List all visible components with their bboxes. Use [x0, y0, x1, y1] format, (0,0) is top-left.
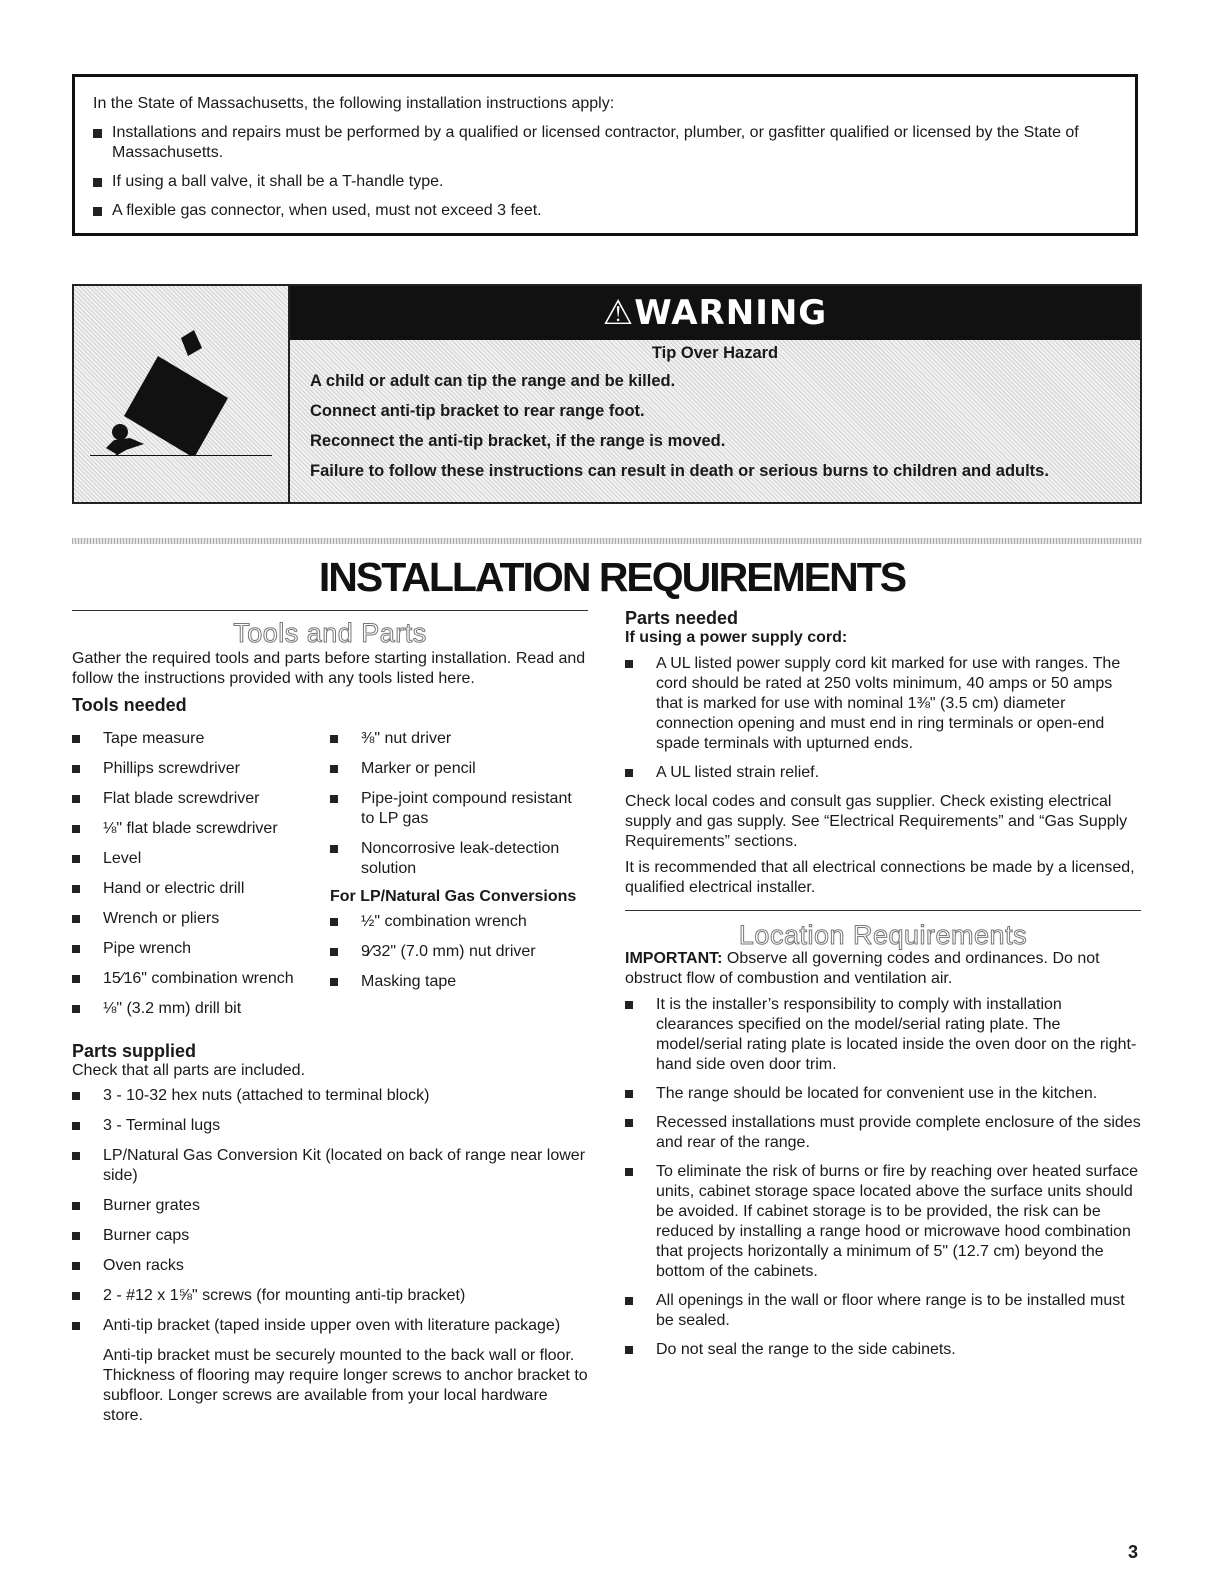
list-item: Pipe wrench	[72, 939, 312, 959]
list-item: Installations and repairs must be performed by a qualified or licensed contractor, plumber, or gasfitter qualified or licensed by the State of Massachusetts.	[93, 123, 1117, 163]
tools-column-2	[330, 729, 588, 1002]
list-item: Level	[72, 849, 312, 869]
list-item: ½" combination wrench	[330, 912, 588, 932]
list-item: Flat blade screwdriver	[72, 789, 312, 809]
list-item: Marker or pencil	[330, 759, 588, 779]
warning-header	[290, 286, 1140, 340]
tools-needed-list	[72, 729, 588, 1035]
list-item: 2 - #12 x 1⅝" screws (for mounting anti-tip bracket)	[72, 1286, 588, 1306]
list-item: Phillips screwdriver	[72, 759, 312, 779]
list-item: Recessed installations must provide complete enclosure of the sides and rear of the range.	[625, 1113, 1141, 1153]
list-item: 3 - 10-32 hex nuts (attached to terminal block)	[72, 1086, 588, 1106]
left-column	[72, 610, 588, 1426]
list-item: 3 - Terminal lugs	[72, 1116, 588, 1136]
list-item: To eliminate the risk of burns or fire by reaching over heated surface units, cabinet storage space located above the surface units should be avoided. If cabinet storage is to be provided, the risk can be reduced by installing a range hood or microwave hood combination that projects horizontally a minimum of 5" (12.7 cm) beyond the bottom of the cabinets.	[625, 1162, 1141, 1282]
conversions-list	[330, 912, 588, 992]
anti-tip-note: Anti-tip bracket must be securely mounted to the back wall or floor. Thickness of flooring may require longer screws to anchor bracket to subfloor. Longer screws are available from your local hardware store.	[103, 1347, 588, 1424]
massachusetts-list	[93, 123, 1117, 221]
list-item: Oven racks	[72, 1256, 588, 1276]
conversions-heading: For LP/Natural Gas Conversions	[330, 888, 577, 905]
list-item: A UL listed power supply cord kit marked for use with ranges. The cord should be rated at 250 volts minimum, 40 amps or 50 amps that is marked for use with nominal 1⅜" (3.5 cm) diameter connection opening and must end in ring terminals or open-end spade terminals with upturned ends.	[625, 654, 1141, 754]
tip-over-icon	[86, 326, 276, 456]
parts-needed-subheading: If using a power supply cord:	[625, 629, 848, 646]
warning-body	[290, 340, 1140, 502]
list-item: 15⁄16" combination wrench	[72, 969, 312, 989]
list-item: All openings in the wall or floor where range is to be installed must be sealed.	[625, 1291, 1141, 1331]
list-item: LP/Natural Gas Conversion Kit (located on back of range near lower side)	[72, 1146, 588, 1186]
parts-needed-para: Check local codes and consult gas supplier. Check existing electrical supply and gas supply. See “Electrical Requirements” and “Gas Supply Requirements” sections.	[625, 793, 1128, 850]
warning-line: A child or adult can tip the range and be killed.	[310, 372, 676, 390]
list-item: Burner grates	[72, 1196, 588, 1216]
page-number: 3	[1128, 1542, 1139, 1562]
list-item: 9⁄32" (7.0 mm) nut driver	[330, 942, 588, 962]
divider	[72, 610, 588, 611]
list-item: If using a ball valve, it shall be a T-handle type.	[93, 172, 1117, 192]
parts-needed-list	[625, 654, 1141, 783]
tools-column-2-list	[330, 729, 588, 879]
location-list	[625, 995, 1141, 1360]
divider	[625, 910, 1141, 911]
page-title: INSTALLATION REQUIREMENTS	[318, 554, 906, 600]
tools-needed-heading: Tools needed	[72, 695, 187, 715]
list-item: Pipe-joint compound resistant to LP gas	[330, 789, 588, 829]
section-divider	[72, 538, 1142, 544]
list-item: Noncorrosive leak-detection solution	[330, 839, 588, 879]
tip-over-warning	[72, 284, 1142, 504]
parts-supplied-list	[72, 1086, 588, 1336]
warning-title: Tip Over Hazard	[651, 344, 779, 362]
warning-header-text: WARNING	[634, 293, 828, 333]
parts-supplied-intro: Check that all parts are included.	[72, 1062, 306, 1079]
list-item: Anti-tip bracket (taped inside upper oven with literature package)	[72, 1316, 588, 1336]
massachusetts-notice	[72, 74, 1138, 236]
warning-line: Failure to follow these instructions can result in death or serious burns to children and adults.	[310, 462, 1049, 480]
important-text: Observe all governing codes and ordinances. Do not obstruct flow of combustion and ventilation air.	[625, 950, 1100, 987]
list-item: Hand or electric drill	[72, 879, 312, 899]
list-item: ⅜" nut driver	[330, 729, 588, 749]
list-item: Burner caps	[72, 1226, 588, 1246]
list-item: Wrench or pliers	[72, 909, 312, 929]
list-item: A flexible gas connector, when used, must not exceed 3 feet.	[93, 201, 1117, 221]
massachusetts-intro: In the State of Massachusetts, the following installation instructions apply:	[93, 95, 615, 112]
list-item: A UL listed strain relief.	[625, 763, 1141, 783]
important-label: IMPORTANT:	[625, 950, 723, 967]
important-note	[625, 949, 1141, 989]
list-item: Masking tape	[330, 972, 588, 992]
right-column	[625, 608, 1141, 1369]
parts-needed-para: It is recommended that all electrical connections be made by a licensed, qualified electrical installer.	[625, 859, 1135, 896]
list-item: The range should be located for convenient use in the kitchen.	[625, 1084, 1141, 1104]
warning-line: Reconnect the anti-tip bracket, if the range is moved.	[310, 432, 726, 450]
location-requirements-title: Location Requirements	[738, 920, 1028, 950]
tip-over-illustration	[74, 286, 290, 502]
tools-column-1	[72, 729, 312, 1029]
tools-and-parts-title: Tools and Parts	[233, 618, 427, 648]
parts-needed-heading: Parts needed	[625, 608, 739, 628]
tools-parts-intro: Gather the required tools and parts before starting installation. Read and follow the instructions provided with any tools listed here.	[72, 650, 586, 687]
list-item: Tape measure	[72, 729, 312, 749]
list-item: ⅛" (3.2 mm) drill bit	[72, 999, 312, 1019]
parts-supplied-heading: Parts supplied	[72, 1041, 197, 1061]
list-item: ⅛" flat blade screwdriver	[72, 819, 312, 839]
warning-line: Connect anti-tip bracket to rear range foot.	[310, 402, 645, 420]
list-item: It is the installer’s responsibility to comply with installation clearances specified on the model/serial rating plate. The model/serial rating plate is located inside the oven door on the right-hand side oven door trim.	[625, 995, 1141, 1075]
warning-triangle-icon: ⚠	[602, 293, 635, 333]
list-item: Do not seal the range to the side cabinets.	[625, 1340, 1141, 1360]
